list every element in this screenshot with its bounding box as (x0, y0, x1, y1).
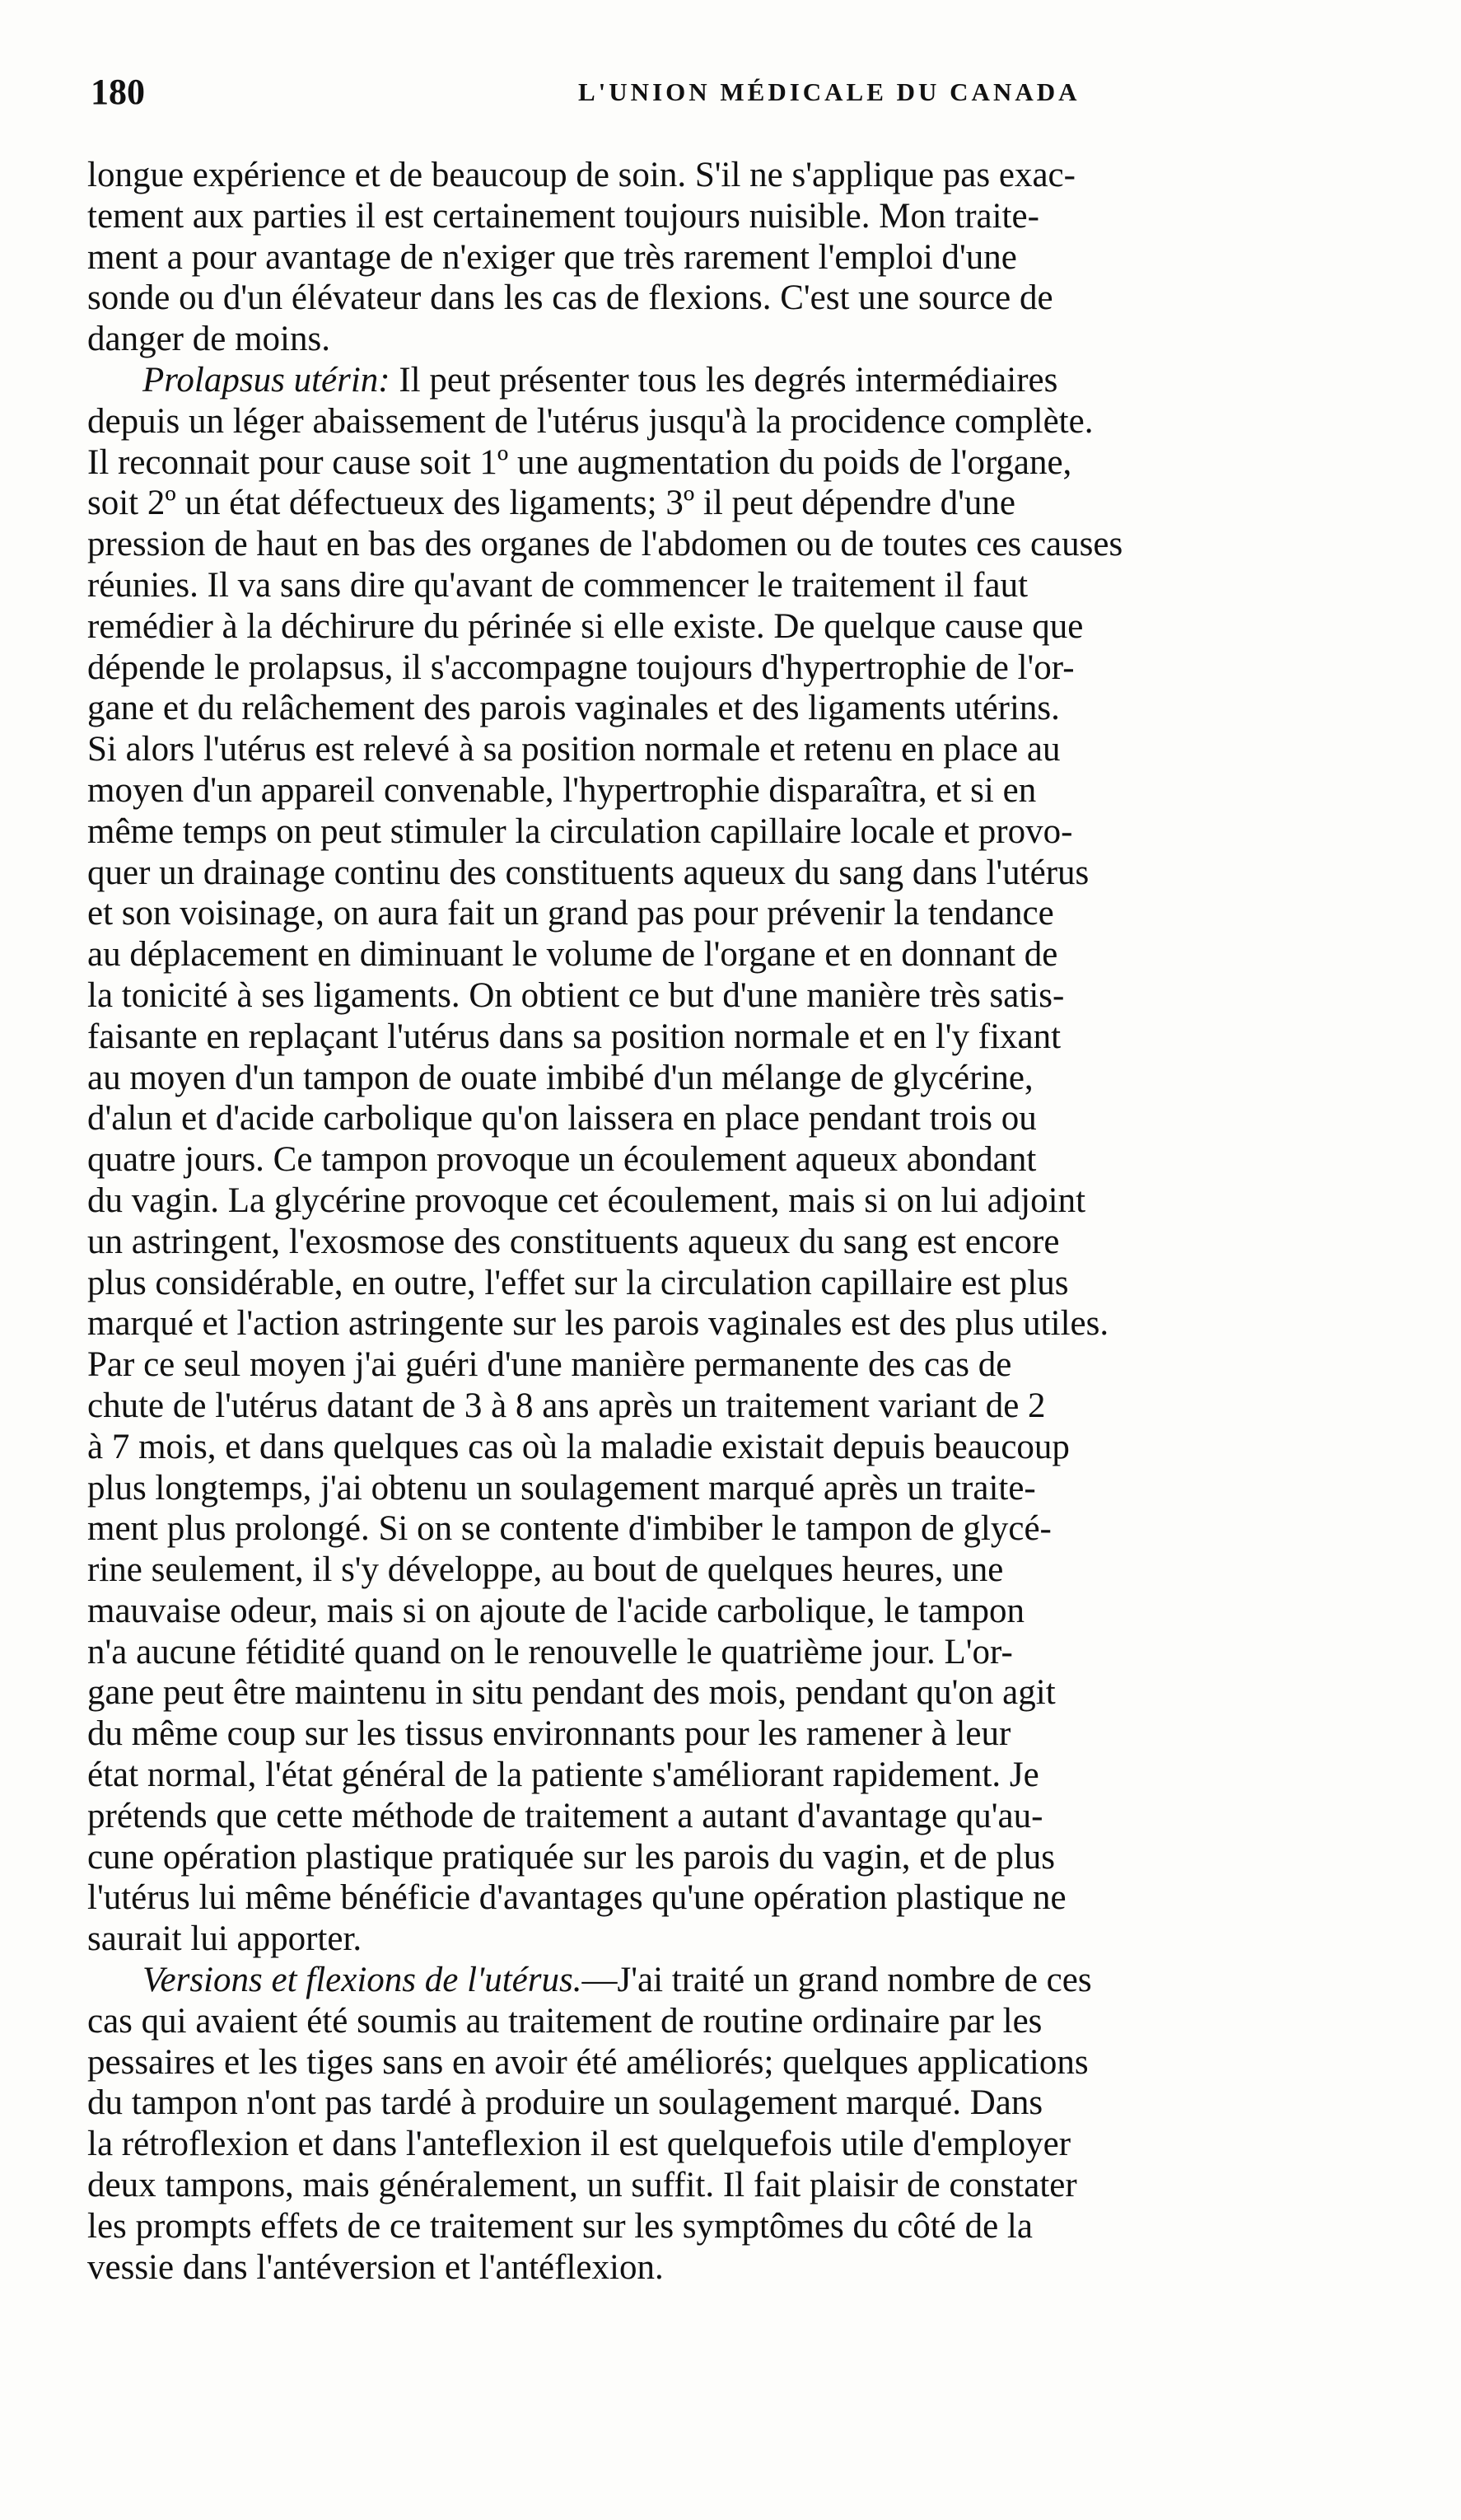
page-header (91, 68, 1461, 117)
text-line: ment plus prolongé. Si on se contente d'imbiber le tampon de glycé- (87, 1509, 1052, 1549)
text-line: saurait lui apporter. (87, 1919, 362, 1959)
text-line: faisante en replaçant l'utérus dans sa position normale et en l'y fixant (87, 1017, 1062, 1056)
text-line: du même coup sur les tissus environnants pour les ramener à leur (87, 1714, 1011, 1754)
text-line: la tonicité à ses ligaments. On obtient ce but d'une manière très satis- (87, 975, 1065, 1015)
section-heading-versions: Versions et flexions de l'utérus. (142, 1961, 582, 2000)
text-line: la rétroflexion et dans l'anteflexion il est quelquefois utile d'employer (87, 2125, 1071, 2164)
text-line: remédier à la déchirure du périnée si elle existe. De quelque cause que (87, 606, 1084, 646)
running-head: L'UNION MÉDICALE DU CANADA (578, 77, 1081, 106)
text-line: cas qui avaient été soumis au traitement de routine ordinaire par les (87, 2001, 1043, 2041)
text-line: chute de l'utérus datant de 3 à 8 ans après un traitement variant de 2 (87, 1386, 1046, 1425)
text-line: quer un drainage continu des constituents aqueux du sang dans l'utérus (87, 853, 1090, 892)
paragraph-continuation (87, 155, 1459, 360)
text-line: plus considérable, en outre, l'effet sur la circulation capillaire est plus (87, 1263, 1069, 1302)
text-line: du vagin. La glycérine provoque cet écoulement, mais si on lui adjoint (87, 1181, 1086, 1220)
text-line: état normal, l'état général de la patiente s'améliorant rapidement. Je (87, 1756, 1039, 1795)
text-line: pessaires et les tiges sans en avoir été améliorés; quelques applications (87, 2042, 1089, 2082)
text-line: même temps on peut stimuler la circulation capillaire locale et provo- (87, 811, 1073, 851)
text-line: ment a pour avantage de n'exiger que très rarement l'emploi d'une (87, 237, 1017, 277)
text-line: Si alors l'utérus est relevé à sa position normale et retenu en place au (87, 730, 1061, 769)
text-line: quatre jours. Ce tampon provoque un écoulement aqueux abondant (87, 1140, 1037, 1180)
text-line: longue expérience et de beaucoup de soin. S'il ne s'applique pas exac- (87, 156, 1076, 194)
text-line-continuation: —J'ai traité un grand nombre de ces (581, 1961, 1092, 2000)
text-line: gane et du relâchement des parois vaginales et des ligaments utérins. (87, 689, 1060, 728)
paragraph-prolapsus (87, 360, 1459, 1960)
text-line: prétends que cette méthode de traitement a autant d'avantage qu'au- (87, 1796, 1043, 1835)
text-line: gane peut être maintenu in situ pendant des mois, pendant qu'on agit (87, 1673, 1056, 1713)
text-line-continuation: Il peut présenter tous les degrés intermédiaires (390, 360, 1058, 400)
text-line: vessie dans l'antéversion et l'antéflexion. (87, 2247, 664, 2287)
text-line: réunies. Il va sans dire qu'avant de commencer le traitement il faut (87, 565, 1029, 605)
text-line: mauvaise odeur, mais si on ajoute de l'acide carbolique, le tampon (87, 1591, 1025, 1630)
text-line: danger de moins. (87, 320, 330, 359)
page-number: 180 (91, 72, 145, 112)
text-line: depuis un léger abaissement de l'utérus jusqu'à la procidence complète. (87, 401, 1094, 441)
text-line: n'a aucune fétidité quand on le renouvelle le quatrième jour. L'or- (87, 1632, 1013, 1671)
text-line: marqué et l'action astringente sur les parois vaginales est des plus utiles. (87, 1304, 1109, 1344)
text-line: d'alun et d'acide carbolique qu'on laissera en place pendant trois ou (87, 1099, 1037, 1138)
text-line: les prompts effets de ce traitement sur les symptômes du côté de la (87, 2206, 1033, 2246)
text-line: sonde ou d'un élévateur dans les cas de flexions. C'est une source de (87, 278, 1053, 318)
text-line: au moyen d'un tampon de ouate imbibé d'un mélange de glycérine, (87, 1058, 1034, 1097)
text-line: pression de haut en bas des organes de l'abdomen ou de toutes ces causes (87, 525, 1123, 564)
text-line (87, 360, 1459, 401)
text-line: l'utérus lui même bénéficie d'avantages qu'une opération plastique ne (87, 1878, 1067, 1918)
text-line: un astringent, l'exosmose des constituents aqueux du sang est encore (87, 1222, 1060, 1261)
text-line: tement aux parties il est certainement toujours nuisible. Mon traite- (87, 196, 1039, 236)
section-heading-prolapsus: Prolapsus utérin: (142, 360, 390, 400)
paragraph-versions-flexions (87, 1960, 1459, 2288)
text-line: soit 2º un état défectueux des ligaments; 3º il peut dépendre d'une (87, 484, 1016, 523)
text-line: du tampon n'ont pas tardé à produire un soulagement marqué. Dans (87, 2083, 1043, 2123)
text-line: Il reconnait pour cause soit 1º une augmentation du poids de l'organe, (87, 442, 1072, 482)
text-line (87, 1960, 1459, 2001)
text-line: cune opération plastique pratiquée sur les parois du vagin, et de plus (87, 1837, 1056, 1877)
text-line: et son voisinage, on aura fait un grand pas pour prévenir la tendance (87, 894, 1054, 933)
text-line: deux tampons, mais généralement, un suffit. Il fait plaisir de constater (87, 2166, 1077, 2205)
text-line: à 7 mois, et dans quelques cas où la maladie existait depuis beaucoup (87, 1427, 1070, 1466)
text-line: moyen d'un appareil convenable, l'hypertrophie disparaîtra, et si en (87, 770, 1037, 810)
text-line: au déplacement en diminuant le volume de l'organe et en donnant de (87, 935, 1058, 975)
text-line: rine seulement, il s'y développe, au bout de quelques heures, une (87, 1550, 1004, 1590)
text-line: Par ce seul moyen j'ai guéri d'une manière permanente des cas de (87, 1345, 1012, 1385)
text-line: plus longtemps, j'ai obtenu un soulagement marqué après un traite- (87, 1468, 1036, 1508)
article-body (87, 155, 1459, 2288)
text-line: dépende le prolapsus, il s'accompagne toujours d'hypertrophie de l'or- (87, 648, 1075, 687)
